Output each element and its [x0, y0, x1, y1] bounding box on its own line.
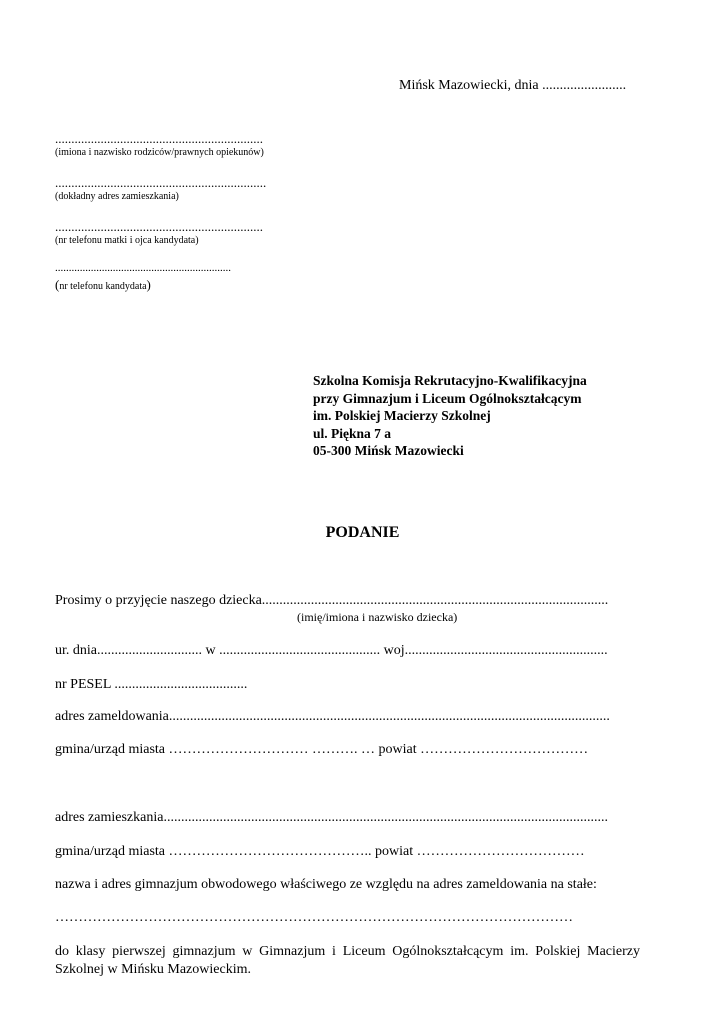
child-request-line: Prosimy o przyjęcie naszego dziecka................................................................................................... [55, 593, 609, 608]
addressee-line-2: przy Gimnazjum i Liceum Ogólnokształcącym [313, 390, 582, 406]
addressee-line-5: 05-300 Mińsk Mazowiecki [313, 443, 464, 458]
parents-names-caption: (imiona i nazwisko rodziców/prawnych opiekunów) [55, 147, 264, 158]
place-date-line: Mińsk Mazowiecki, dnia ........................ [399, 78, 627, 93]
registered-address-line: adres zameldowania.............................................................................................................................. [55, 709, 610, 724]
home-address-field: ................................................................. [55, 175, 267, 190]
addressee-block [313, 372, 587, 460]
child-name-caption: (imię/imiona i nazwisko dziecka) [297, 610, 458, 624]
candidate-phone-field: ................................................................ [55, 262, 231, 274]
class-request-paragraph: do klasy pierwszej gimnazjum w Gimnazjum i Liceum Ogólnokształcącym im. Polskiej Macierzy Szkolnej w Mińsku Mazowieckim. [55, 944, 640, 977]
birth-line: ur. dnia.............................. w .............................................. woj.......................................................... [55, 643, 608, 658]
addressee-line-4: ul. Piękna 7 a [313, 425, 392, 441]
parents-names-field: ................................................................ [55, 131, 263, 146]
candidate-phone-caption [55, 276, 151, 294]
home-address-caption: (dokładny adres zamieszkania) [55, 191, 179, 202]
district-school-label: nazwa i adres gimnazjum obwodowego właściwego ze względu na adres zameldowania na stałe: [55, 877, 597, 892]
commune-line-2: gmina/urząd miasta …………………………………….. powiat ……………………………… [55, 844, 585, 859]
candidate-phone-caption-text: nr telefonu kandydata [59, 281, 147, 292]
district-school-field: ………………………………………………………………………………………………… [55, 910, 573, 925]
parents-phone-field: ................................................................ [55, 219, 263, 234]
paren-open: ( [55, 277, 60, 292]
residence-address-line: adres zamieszkania............................................................................................................................... [55, 810, 608, 825]
commune-line-1: gmina/urząd miasta ………………………… ………. … powiat ……………………………… [55, 742, 589, 757]
pesel-line: nr PESEL ...................................... [55, 677, 248, 692]
paren-close: ) [146, 277, 151, 292]
parents-phone-caption: (nr telefonu matki i ojca kandydata) [55, 235, 199, 246]
document-title: PODANIE [325, 524, 400, 541]
addressee-line-1: Szkolna Komisja Rekrutacyjno-Kwalifikacyjna [313, 373, 587, 388]
addressee-line-3: im. Polskiej Macierzy Szkolnej [313, 408, 491, 423]
